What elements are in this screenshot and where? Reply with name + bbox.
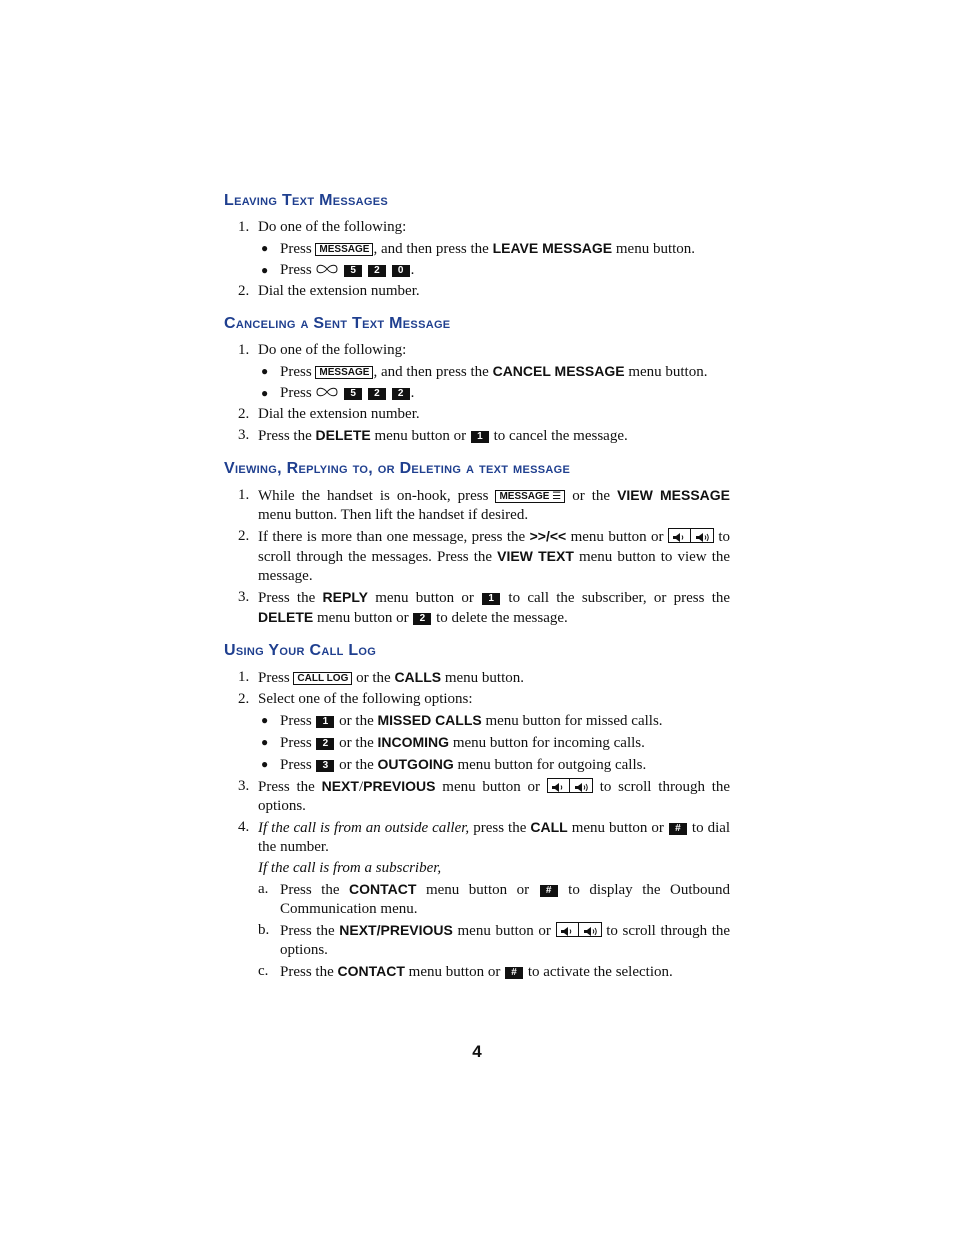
digit-key-icon: 2: [368, 265, 386, 277]
pound-key-icon: #: [540, 885, 558, 897]
feature-key-icon: [315, 387, 339, 397]
step-1: 1. Do one of the following:: [238, 219, 407, 235]
step-2: 2. Select one of the following options:: [238, 691, 473, 707]
message-key-icon: MESSAGE: [315, 243, 373, 256]
digit-key-icon: 2: [316, 738, 334, 750]
bullet-item: ● Press 2 or the INCOMING menu button for incoming calls.: [261, 734, 645, 751]
digit-key-icon: 2: [392, 388, 410, 400]
step-3: 3. Press the DELETE menu button or 1 to cancel the message.: [238, 427, 628, 444]
bullet-item: ● Press 5 2 2 .: [261, 385, 415, 401]
pound-key-icon: #: [505, 967, 523, 979]
digit-key-icon: 0: [392, 265, 410, 277]
volume-key-icon: [547, 778, 593, 793]
digit-key-icon: 5: [344, 388, 362, 400]
speaker-low-icon: [551, 780, 565, 799]
digit-key-icon: 2: [368, 388, 386, 400]
bullet-item: ● Press 3 or the OUTGOING menu button for outgoing calls.: [261, 756, 647, 773]
page-number: 4: [472, 1042, 482, 1061]
feature-key-icon: [315, 264, 339, 274]
bullet-item: ● Press MESSAGE , and then press the CANCEL MESSAGE menu button.: [261, 363, 708, 380]
volume-key-icon: [668, 528, 714, 543]
call-log-key-icon: CALL LOG: [293, 672, 352, 685]
digit-key-icon: 1: [316, 716, 334, 728]
subscriber-note: If the call is from a subscriber,: [258, 860, 442, 876]
digit-key-icon: 2: [413, 613, 431, 625]
step-4: 4. If the call is from an outside caller, press the CALL menu button or # to dial the number.: [238, 819, 731, 855]
bullet-item: ● Press MESSAGE , and then press the LEAVE MESSAGE menu button.: [261, 240, 696, 257]
step-2: 2. Dial the extension number.: [238, 406, 420, 422]
substep-a: a. Press the CONTACT menu button or # to display the Outbound Communication menu.: [258, 881, 731, 917]
speaker-high-icon: [695, 530, 711, 549]
speaker-low-icon: [560, 924, 574, 943]
digit-key-icon: 1: [471, 431, 489, 443]
manual-page: [224, 190, 730, 984]
step-1: 1. Press CALL LOG or the CALLS menu button.: [238, 669, 525, 686]
section-title-viewing: Viewing, Replying to, or Deleting a text message: [224, 460, 571, 477]
menu-lines-icon: ☰: [552, 491, 562, 502]
bullet-item: ● Press 5 2 0 .: [261, 262, 415, 278]
substep-b: b. Press the NEXT/PREVIOUS menu button or to scroll through the options.: [258, 922, 731, 958]
digit-key-icon: 3: [316, 760, 334, 772]
message-key-icon: MESSAGE: [315, 366, 373, 379]
section-title-canceling: Canceling a Sent Text Message: [224, 315, 451, 332]
step-3: 3. Press the REPLY menu button or 1 to call the subscriber, or press the DELETE menu button or 2 to delete the message.: [238, 589, 731, 626]
step-2: 2. If there is more than one message, press the >>/<< menu button or to scroll through the messages. Press the VIEW TEXT menu button to view the message.: [238, 528, 731, 584]
substep-c: c. Press the CONTACT menu button or # to activate the selection.: [258, 963, 673, 980]
pound-key-icon: #: [669, 823, 687, 835]
digit-key-icon: 1: [482, 593, 500, 605]
speaker-high-icon: [583, 924, 599, 943]
speaker-high-icon: [574, 780, 590, 799]
step-1: 1. Do one of the following:: [238, 342, 407, 358]
volume-key-icon: [556, 922, 602, 937]
section-title-leaving: Leaving Text Messages: [224, 192, 389, 209]
step-3: 3. Press the NEXT/PREVIOUS menu button or to scroll through the options.: [238, 778, 731, 814]
message-key-icon: MESSAGE ☰: [495, 490, 565, 503]
digit-key-icon: 5: [344, 265, 362, 277]
step-1: 1. While the handset is on-hook, press MESSAGE ☰ or the VIEW MESSAGE menu button. Then lift the handset if desired.: [238, 487, 731, 523]
step-2: 2. Dial the extension number.: [238, 283, 420, 299]
speaker-low-icon: [672, 530, 686, 549]
bullet-item: ● Press 1 or the MISSED CALLS menu button for missed calls.: [261, 712, 663, 729]
section-title-call-log: Using Your Call Log: [224, 642, 377, 659]
